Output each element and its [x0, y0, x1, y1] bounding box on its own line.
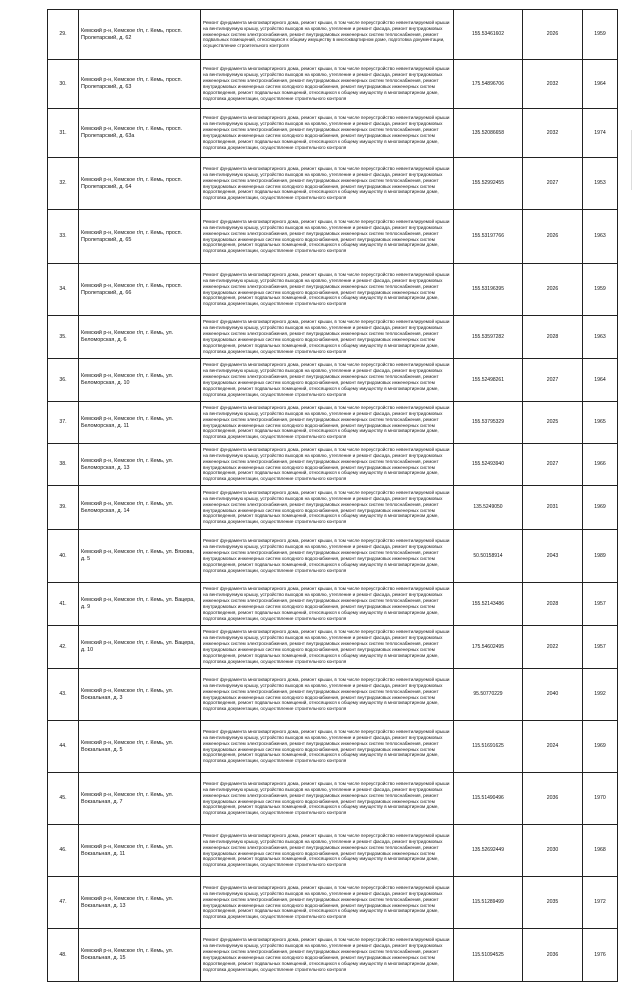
row-number: 41. — [48, 583, 79, 626]
row-address: Кемский р-н, Кемское г/п, г. Кемь, ул. Беломорская, д. 13 — [79, 444, 201, 486]
row-address: Кемский р-н, Кемское г/п, г. Кемь, ул. Вацера, д. 9 — [79, 583, 201, 626]
row-address: Кемский р-н, Кемское г/п, г. Кемь, просп. Пролетарский, д. 63а — [79, 109, 201, 158]
row-cost: 155.53196395 — [454, 264, 523, 316]
row-work-list: Ремонт фундамента многоквартирного дома, ремонт крыши, в том числе переустройство невентилируемой крыши на вентилируемую крышу, устройство выходов на кровлю, утепление и ремонт фасада, ремонт внутридомовых инженерных систем электроснабжения, ремонт внутридомовых инженерных систем теплоснабжения, ремонт внутридомовых инженерных систем холодного водоснабжения, ремонт внутридомовых инженерных систем водоотведения, ремонт подвальных помещений, относящихся к общему имуществу в многоквартирном доме, подготовка документации, осуществление строительного контроля — [201, 264, 454, 316]
row-address: Кемский р-н, Кемское г/п, г. Кемь, ул. Вокзальная, д. 13 — [79, 877, 201, 929]
table-row — [48, 210, 618, 264]
row-build-year: 1965 — [583, 402, 618, 444]
row-plan-year: 2028 — [523, 316, 583, 359]
row-plan-year: 2026 — [523, 210, 583, 264]
row-build-year: 1957 — [583, 626, 618, 669]
table-row — [48, 773, 618, 825]
row-plan-year: 2022 — [523, 626, 583, 669]
row-work-list: Ремонт фундамента многоквартирного дома, ремонт крыши, в том числе переустройство невентилируемой крыши на вентилируемую крышу, устройство выходов на кровлю, утепление и ремонт фасада, ремонт внутридомовых инженерных систем электроснабжения, ремонт внутридомовых инженерных систем теплоснабжения, ремонт подвальных помещений, относящихся к общему имуществу в многоквартирном доме, подготовка документации, осуществление строительного контроля — [201, 10, 454, 60]
row-number: 42. — [48, 626, 79, 669]
row-number: 39. — [48, 486, 79, 530]
row-cost: 50.50158914 — [454, 530, 523, 583]
row-plan-year: 2027 — [523, 444, 583, 486]
row-build-year: 1966 — [583, 444, 618, 486]
row-number: 37. — [48, 402, 79, 444]
row-address: Кемский р-н, Кемское г/п, г. Кемь, ул. Беломорская, д. 11 — [79, 402, 201, 444]
row-plan-year: 2027 — [523, 158, 583, 210]
table-row — [48, 316, 618, 359]
row-number: 36. — [48, 359, 79, 402]
table-row — [48, 60, 618, 109]
row-cost: 135.52086658 — [454, 109, 523, 158]
row-work-list: Ремонт фундамента многоквартирного дома, ремонт крыши, в том числе переустройство невентилируемой крыши на вентилируемую крышу, устройство выходов на кровлю, утепление и ремонт фасада, ремонт внутридомовых инженерных систем электроснабжения, ремонт внутридомовых инженерных систем теплоснабжения, ремонт внутридомовых инженерных систем холодного водоснабжения, ремонт внутридомовых инженерных систем водоотведения, ремонт подвальных помещений, относящихся к общему имуществу в многоквартирном доме, подготовка документации, осуществление строительного контроля — [201, 60, 454, 109]
table-row — [48, 530, 618, 583]
row-cost: 155.52498261 — [454, 359, 523, 402]
table-row — [48, 109, 618, 158]
row-plan-year: 2043 — [523, 530, 583, 583]
table-row — [48, 721, 618, 773]
row-work-list: Ремонт фундамента многоквартирного дома, ремонт крыши, в том числе переустройство невентилируемой крыши на вентилируемую крышу, устройство выходов на кровлю, утепление и ремонт фасада, ремонт внутридомовых инженерных систем электроснабжения, ремонт внутридомовых инженерных систем теплоснабжения, ремонт внутридомовых инженерных систем холодного водоснабжения, ремонт внутридомовых инженерных систем водоотведения, ремонт подвальных помещений, относящихся к общему имуществу в многоквартирном доме, подготовка документации, осуществление строительного контроля — [201, 359, 454, 402]
row-number: 48. — [48, 929, 79, 982]
row-plan-year: 2025 — [523, 402, 583, 444]
row-address: Кемский р-н, Кемское г/п, г. Кемь, просп. Пролетарский, д. 62 — [79, 10, 201, 60]
row-plan-year: 2027 — [523, 359, 583, 402]
row-build-year: 1970 — [583, 773, 618, 825]
row-address: Кемский р-н, Кемское г/п, г. Кемь, ул. Беломорская, д. 10 — [79, 359, 201, 402]
row-build-year: 1968 — [583, 825, 618, 877]
table-row — [48, 158, 618, 210]
table-row — [48, 402, 618, 444]
row-plan-year: 2036 — [523, 773, 583, 825]
row-work-list: Ремонт фундамента многоквартирного дома, ремонт крыши, в том числе переустройство невентилируемой крыши на вентилируемую крышу, устройство выходов на кровлю, утепление и ремонт фасада, ремонт внутридомовых инженерных систем электроснабжения, ремонт внутридомовых инженерных систем теплоснабжения, ремонт внутридомовых инженерных систем холодного водоснабжения, ремонт внутридомовых инженерных систем водоотведения, ремонт подвальных помещений, относящихся к общему имуществу в многоквартирном доме, подготовка документации, осуществление строительного контроля — [201, 402, 454, 444]
table-row — [48, 264, 618, 316]
row-address: Кемский р-н, Кемское г/п, г. Кемь, ул. Беломорская, д. 14 — [79, 486, 201, 530]
row-cost: 175.54896706 — [454, 60, 523, 109]
row-number: 44. — [48, 721, 79, 773]
row-number: 29. — [48, 10, 79, 60]
row-number: 47. — [48, 877, 79, 929]
row-cost: 155.53597282 — [454, 316, 523, 359]
row-cost: 155.52143486 — [454, 583, 523, 626]
row-number: 38. — [48, 444, 79, 486]
row-number: 31. — [48, 109, 79, 158]
row-plan-year: 2040 — [523, 669, 583, 721]
table-row — [48, 583, 618, 626]
table-row — [48, 626, 618, 669]
table-row — [48, 359, 618, 402]
table-row — [48, 10, 618, 60]
row-work-list: Ремонт фундамента многоквартирного дома, ремонт крыши, в том числе переустройство невентилируемой крыши на вентилируемую крышу, устройство выходов на кровлю, утепление и ремонт фасада, ремонт внутридомовых инженерных систем электроснабжения, ремонт внутридомовых инженерных систем теплоснабжения, ремонт внутридомовых инженерных систем холодного водоснабжения, ремонт внутридомовых инженерных систем водоотведения, ремонт подвальных помещений, относящихся к общему имуществу в многоквартирном доме, подготовка документации, осуществление строительного контроля — [201, 721, 454, 773]
row-address: Кемский р-н, Кемское г/п, г. Кемь, ул. Вязова, д. 5 — [79, 530, 201, 583]
table-row — [48, 929, 618, 982]
row-cost: 115.51289499 — [454, 877, 523, 929]
row-address: Кемский р-н, Кемское г/п, г. Кемь, ул. Вокзальная, д. 5 — [79, 721, 201, 773]
row-address: Кемский р-н, Кемское г/п, г. Кемь, ул. Вацера, д. 10 — [79, 626, 201, 669]
row-cost: 115.51490496 — [454, 773, 523, 825]
scan-edge-mark — [631, 130, 634, 190]
row-build-year: 1959 — [583, 264, 618, 316]
row-cost: 135.5249050 — [454, 486, 523, 530]
row-number: 30. — [48, 60, 79, 109]
row-cost: 115.51691625 — [454, 721, 523, 773]
row-plan-year: 2035 — [523, 877, 583, 929]
row-address: Кемский р-н, Кемское г/п, г. Кемь, просп. Пролетарский, д. 65 — [79, 210, 201, 264]
row-address: Кемский р-н, Кемское г/п, г. Кемь, ул. Вокзальная, д. 3 — [79, 669, 201, 721]
row-number: 40. — [48, 530, 79, 583]
table-row — [48, 669, 618, 721]
row-plan-year: 2026 — [523, 264, 583, 316]
row-number: 35. — [48, 316, 79, 359]
row-work-list: Ремонт фундамента многоквартирного дома, ремонт крыши, в том числе переустройство невентилируемой крыши на вентилируемую крышу, устройство выходов на кровлю, утепление и ремонт фасада, ремонт внутридомовых инженерных систем электроснабжения, ремонт внутридомовых инженерных систем теплоснабжения, ремонт внутридомовых инженерных систем холодного водоснабжения, ремонт внутридомовых инженерных систем водоотведения, ремонт подвальных помещений, относящихся к общему имуществу в многоквартирном доме, подготовка документации, осуществление строительного контроля — [201, 669, 454, 721]
row-number: 46. — [48, 825, 79, 877]
row-build-year: 1972 — [583, 877, 618, 929]
row-work-list: Ремонт фундамента многоквартирного дома, ремонт крыши, в том числе переустройство невентилируемой крыши на вентилируемую крышу, устройство выходов на кровлю, утепление и ремонт фасада, ремонт внутридомовых инженерных систем электроснабжения, ремонт внутридомовых инженерных систем теплоснабжения, ремонт внутридомовых инженерных систем холодного водоснабжения, ремонт внутридомовых инженерных систем водоотведения, ремонт подвальных помещений, относящихся к общему имуществу в многоквартирном доме, подготовка документации, осуществление строительного контроля — [201, 109, 454, 158]
row-build-year: 1969 — [583, 721, 618, 773]
row-build-year: 1989 — [583, 530, 618, 583]
row-cost: 155.53795329 — [454, 402, 523, 444]
row-number: 33. — [48, 210, 79, 264]
row-number: 45. — [48, 773, 79, 825]
row-address: Кемский р-н, Кемское г/п, г. Кемь, просп. Пролетарский, д. 63 — [79, 60, 201, 109]
row-cost: 115.51094525 — [454, 929, 523, 982]
capital-repair-table — [47, 9, 618, 982]
row-number: 32. — [48, 158, 79, 210]
row-plan-year: 2032 — [523, 109, 583, 158]
row-address: Кемский р-н, Кемское г/п, г. Кемь, ул. Вокзальная, д. 7 — [79, 773, 201, 825]
row-work-list: Ремонт фундамента многоквартирного дома, ремонт крыши, в том числе переустройство невентилируемой крыши на вентилируемую крышу, устройство выходов на кровлю, утепление и ремонт фасада, ремонт внутридомовых инженерных систем электроснабжения, ремонт внутридомовых инженерных систем теплоснабжения, ремонт внутридомовых инженерных систем холодного водоснабжения, ремонт внутридомовых инженерных систем водоотведения, ремонт подвальных помещений, относящихся к общему имуществу в многоквартирном доме, подготовка документации, осуществление строительного контроля — [201, 486, 454, 530]
row-work-list: Ремонт фундамента многоквартирного дома, ремонт крыши, в том числе переустройство невентилируемой крыши на вентилируемую крышу, устройство выходов на кровлю, утепление и ремонт фасада, ремонт внутридомовых инженерных систем электроснабжения, ремонт внутридомовых инженерных систем теплоснабжения, ремонт внутридомовых инженерных систем холодного водоснабжения, ремонт внутридомовых инженерных систем водоотведения, ремонт подвальных помещений, относящихся к общему имуществу в многоквартирном доме, подготовка документации, осуществление строительного контроля — [201, 210, 454, 264]
row-build-year: 1963 — [583, 316, 618, 359]
row-build-year: 1964 — [583, 60, 618, 109]
row-plan-year: 2032 — [523, 60, 583, 109]
row-cost: 155.53197766 — [454, 210, 523, 264]
row-address: Кемский р-н, Кемское г/п, г. Кемь, ул. Вокзальная, д. 15 — [79, 929, 201, 982]
row-work-list: Ремонт фундамента многоквартирного дома, ремонт крыши, в том числе переустройство невентилируемой крыши на вентилируемую крышу, устройство выходов на кровлю, утепление и ремонт фасада, ремонт внутридомовых инженерных систем электроснабжения, ремонт внутридомовых инженерных систем теплоснабжения, ремонт внутридомовых инженерных систем холодного водоснабжения, ремонт внутридомовых инженерных систем водоотведения, ремонт подвальных помещений, относящихся к общему имуществу в многоквартирном доме, подготовка документации, осуществление строительного контроля — [201, 444, 454, 486]
row-build-year: 1974 — [583, 109, 618, 158]
row-number: 43. — [48, 669, 79, 721]
row-address: Кемский р-н, Кемское г/п, г. Кемь, ул. Беломорская, д. 6 — [79, 316, 201, 359]
table-row — [48, 877, 618, 929]
row-plan-year: 2024 — [523, 721, 583, 773]
row-cost: 155.52992455 — [454, 158, 523, 210]
row-number: 34. — [48, 264, 79, 316]
row-work-list: Ремонт фундамента многоквартирного дома, ремонт крыши, в том числе переустройство невентилируемой крыши на вентилируемую крышу, устройство выходов на кровлю, утепление и ремонт фасада, ремонт внутридомовых инженерных систем электроснабжения, ремонт внутридомовых инженерных систем теплоснабжения, ремонт внутридомовых инженерных систем холодного водоснабжения, ремонт внутридомовых инженерных систем водоотведения, ремонт подвальных помещений, относящихся к общему имуществу в многоквартирном доме, подготовка документации, осуществление строительного контроля — [201, 583, 454, 626]
row-plan-year: 2026 — [523, 10, 583, 60]
row-build-year: 1976 — [583, 929, 618, 982]
row-build-year: 1953 — [583, 158, 618, 210]
table-row — [48, 825, 618, 877]
row-plan-year: 2031 — [523, 486, 583, 530]
row-work-list: Ремонт фундамента многоквартирного дома, ремонт крыши, в том числе переустройство невентилируемой крыши на вентилируемую крышу, устройство выходов на кровлю, утепление и ремонт фасада, ремонт внутридомовых инженерных систем электроснабжения, ремонт внутридомовых инженерных систем теплоснабжения, ремонт внутридомовых инженерных систем холодного водоснабжения, ремонт внутридомовых инженерных систем водоотведения, ремонт подвальных помещений, относящихся к общему имуществу в многоквартирном доме, подготовка документации, осуществление строительного контроля — [201, 929, 454, 982]
row-work-list: Ремонт фундамента многоквартирного дома, ремонт крыши, в том числе переустройство невентилируемой крыши на вентилируемую крышу, устройство выходов на кровлю, утепление и ремонт фасада, ремонт внутридомовых инженерных систем электроснабжения, ремонт внутридомовых инженерных систем теплоснабжения, ремонт внутридомовых инженерных систем холодного водоснабжения, ремонт внутридомовых инженерных систем водоотведения, ремонт подвальных помещений, относящихся к общему имуществу в многоквартирном доме, подготовка документации, осуществление строительного контроля — [201, 530, 454, 583]
row-address: Кемский р-н, Кемское г/п, г. Кемь, просп. Пролетарский, д. 66 — [79, 264, 201, 316]
row-cost: 155.53461602 — [454, 10, 523, 60]
row-cost: 135.52692449 — [454, 825, 523, 877]
row-plan-year: 2036 — [523, 929, 583, 982]
row-cost: 95.50770229 — [454, 669, 523, 721]
row-address: Кемский р-н, Кемское г/п, г. Кемь, ул. Вокзальная, д. 11 — [79, 825, 201, 877]
row-cost: 155.52493940 — [454, 444, 523, 486]
row-build-year: 1959 — [583, 10, 618, 60]
row-work-list: Ремонт фундамента многоквартирного дома, ремонт крыши, в том числе переустройство невентилируемой крыши на вентилируемую крышу, устройство выходов на кровлю, утепление и ремонт фасада, ремонт внутридомовых инженерных систем электроснабжения, ремонт внутридомовых инженерных систем теплоснабжения, ремонт внутридомовых инженерных систем холодного водоснабжения, ремонт внутридомовых инженерных систем водоотведения, ремонт подвальных помещений, относящихся к общему имуществу в многоквартирном доме, подготовка документации, осуществление строительного контроля — [201, 825, 454, 877]
row-build-year: 1992 — [583, 669, 618, 721]
row-build-year: 1957 — [583, 583, 618, 626]
row-work-list: Ремонт фундамента многоквартирного дома, ремонт крыши, в том числе переустройство невентилируемой крыши на вентилируемую крышу, устройство выходов на кровлю, утепление и ремонт фасада, ремонт внутридомовых инженерных систем электроснабжения, ремонт внутридомовых инженерных систем теплоснабжения, ремонт внутридомовых инженерных систем холодного водоснабжения, ремонт внутридомовых инженерных систем водоотведения, ремонт подвальных помещений, относящихся к общему имуществу в многоквартирном доме, подготовка документации, осуществление строительного контроля — [201, 773, 454, 825]
row-build-year: 1969 — [583, 486, 618, 530]
table-row — [48, 444, 618, 486]
table-row — [48, 486, 618, 530]
row-address: Кемский р-н, Кемское г/п, г. Кемь, просп. Пролетарский, д. 64 — [79, 158, 201, 210]
row-work-list: Ремонт фундамента многоквартирного дома, ремонт крыши, в том числе переустройство невентилируемой крыши на вентилируемую крышу, устройство выходов на кровлю, утепление и ремонт фасада, ремонт внутридомовых инженерных систем электроснабжения, ремонт внутридомовых инженерных систем теплоснабжения, ремонт внутридомовых инженерных систем холодного водоснабжения, ремонт внутридомовых инженерных систем водоотведения, ремонт подвальных помещений, относящихся к общему имуществу в многоквартирном доме, подготовка документации, осуществление строительного контроля — [201, 158, 454, 210]
row-work-list: Ремонт фундамента многоквартирного дома, ремонт крыши, в том числе переустройство невентилируемой крыши на вентилируемую крышу, устройство выходов на кровлю, утепление и ремонт фасада, ремонт внутридомовых инженерных систем электроснабжения, ремонт внутридомовых инженерных систем теплоснабжения, ремонт внутридомовых инженерных систем холодного водоснабжения, ремонт внутридомовых инженерных систем водоотведения, ремонт подвальных помещений, относящихся к общему имуществу в многоквартирном доме, подготовка документации, осуществление строительного контроля — [201, 316, 454, 359]
row-work-list: Ремонт фундамента многоквартирного дома, ремонт крыши, в том числе переустройство невентилируемой крыши на вентилируемую крышу, устройство выходов на кровлю, утепление и ремонт фасада, ремонт внутридомовых инженерных систем электроснабжения, ремонт внутридомовых инженерных систем теплоснабжения, ремонт внутридомовых инженерных систем холодного водоснабжения, ремонт внутридомовых инженерных систем водоотведения, ремонт подвальных помещений, относящихся к общему имуществу в многоквартирном доме, подготовка документации, осуществление строительного контроля — [201, 877, 454, 929]
row-work-list: Ремонт фундамента многоквартирного дома, ремонт крыши, в том числе переустройство невентилируемой крыши на вентилируемую крышу, устройство выходов на кровлю, утепление и ремонт фасада, ремонт внутридомовых инженерных систем электроснабжения, ремонт внутридомовых инженерных систем теплоснабжения, ремонт внутридомовых инженерных систем холодного водоснабжения, ремонт внутридомовых инженерных систем водоотведения, ремонт подвальных помещений, относящихся к общему имуществу в многоквартирном доме, подготовка документации, осуществление строительного контроля — [201, 626, 454, 669]
row-plan-year: 2030 — [523, 825, 583, 877]
row-build-year: 1963 — [583, 210, 618, 264]
row-cost: 175.54602495 — [454, 626, 523, 669]
row-plan-year: 2028 — [523, 583, 583, 626]
row-build-year: 1964 — [583, 359, 618, 402]
